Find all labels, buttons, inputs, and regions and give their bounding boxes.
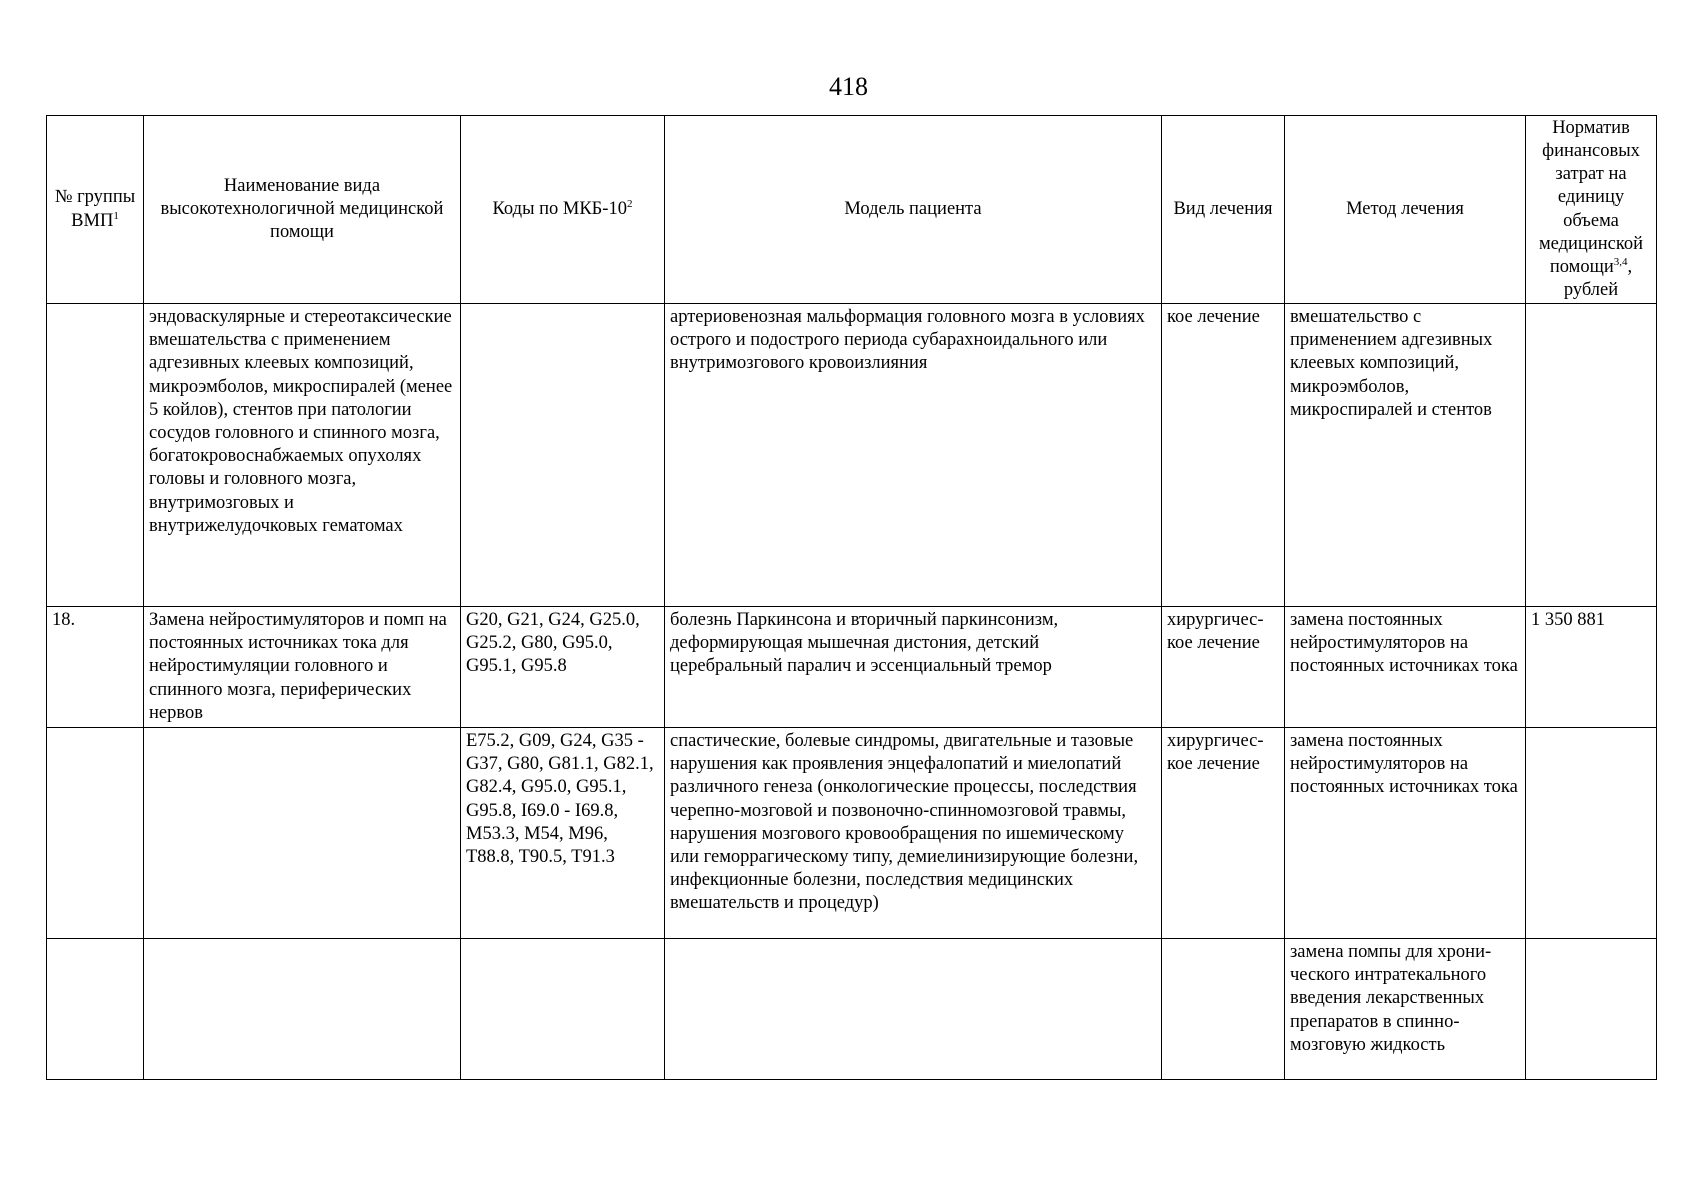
table-row — [47, 728, 1657, 939]
cell-method: вмешательство с применением адгезивных клеевых композиций, микроэмболов, микроспиралей и стентов — [1285, 304, 1526, 607]
table-row — [47, 304, 1657, 607]
cell-model: болезнь Паркинсона и вторичный паркинсонизм, деформирующая мышечная дистония, детский церебральный паралич и эссенциальный тремор — [665, 607, 1162, 728]
header-method: Метод лечения — [1285, 116, 1526, 304]
cell-cost: 1 350 881 — [1526, 607, 1657, 728]
header-model: Модель пациента — [665, 116, 1162, 304]
page-number: 418 — [829, 72, 868, 101]
cell-codes: G20, G21, G24, G25.0, G25.2, G80, G95.0, G95.1, G95.8 — [461, 607, 665, 728]
header-group-no: № группы ВМП$^1$ — [47, 116, 144, 304]
header-name: Наименование вида высокотехнологичной медицинской помощи — [144, 116, 461, 304]
cell-type: кое лечение — [1162, 304, 1285, 607]
cell-method: замена помпы для хрони-ческого интратекального введения лекарственных препаратов в спинно-мозговую жидкость — [1285, 939, 1526, 1080]
cell-name: Замена нейростимуляторов и помп на постоянных источниках тока для нейростимуляции головного и спинного мозга, периферических нервов — [144, 607, 461, 728]
cell-codes — [461, 939, 665, 1080]
cell-group-no — [47, 728, 144, 939]
cell-method: замена постоянных нейростимуляторов на постоянных источниках тока — [1285, 728, 1526, 939]
cell-group-no — [47, 939, 144, 1080]
cell-cost — [1526, 728, 1657, 939]
table-header-row — [47, 116, 1657, 304]
cell-model — [665, 939, 1162, 1080]
cell-type: хирургичес-кое лечение — [1162, 728, 1285, 939]
table-row — [47, 607, 1657, 728]
table-row — [47, 939, 1657, 1080]
header-codes: Коды по МКБ-$10^2$ — [461, 116, 665, 304]
header-type: Вид лечения — [1162, 116, 1285, 304]
cell-model: артериовенозная мальформация головного мозга в условиях острого и подострого периода субарахноидального или внутримозгового кровоизлияния — [665, 304, 1162, 607]
cell-cost — [1526, 939, 1657, 1080]
cell-group-no — [47, 304, 144, 607]
header-cost: Норматив финансовых затрат на единицу объема медицинской помощи$^{3,4}$, рублей — [1526, 116, 1657, 304]
cell-cost — [1526, 304, 1657, 607]
cell-name — [144, 939, 461, 1080]
cell-name: эндоваскулярные и стереотаксические вмешательства с применением адгезивных клеевых композиций, микроэмболов, микроспиралей (менее 5 койлов), стентов при патологии сосудов головного и спинного мозга, богатокровоснабжаемых опухолях головы и головного мозга, внутримозговых и внутрижелудочковых гематомах — [144, 304, 461, 607]
cell-type: хирургичес-кое лечение — [1162, 607, 1285, 728]
cell-name — [144, 728, 461, 939]
cell-type — [1162, 939, 1285, 1080]
cell-codes: E75.2, G09, G24, G35 - G37, G80, G81.1, G82.1, G82.4, G95.0, G95.1, G95.8, I69.0 - I69.8, M53.3, M54, M96, T88.8, T90.5, T91.3 — [461, 728, 665, 939]
cell-method: замена постоянных нейростимуляторов на постоянных источниках тока — [1285, 607, 1526, 728]
vmp-table — [46, 115, 1657, 1080]
cell-codes — [461, 304, 665, 607]
cell-model: спастические, болевые синдромы, двигательные и тазовые нарушения как проявления энцефалопатий и миелопатий различного генеза (онкологические процессы, последствия черепно-мозговой и позвоночно-спинномозговой травмы, нарушения мозгового кровообращения по ишемическому или геморрагическому типу, демиелинизирующие болезни, инфекционные болезни, последствия медицинских вмешательств и процедур) — [665, 728, 1162, 939]
cell-group-no: 18. — [47, 607, 144, 728]
